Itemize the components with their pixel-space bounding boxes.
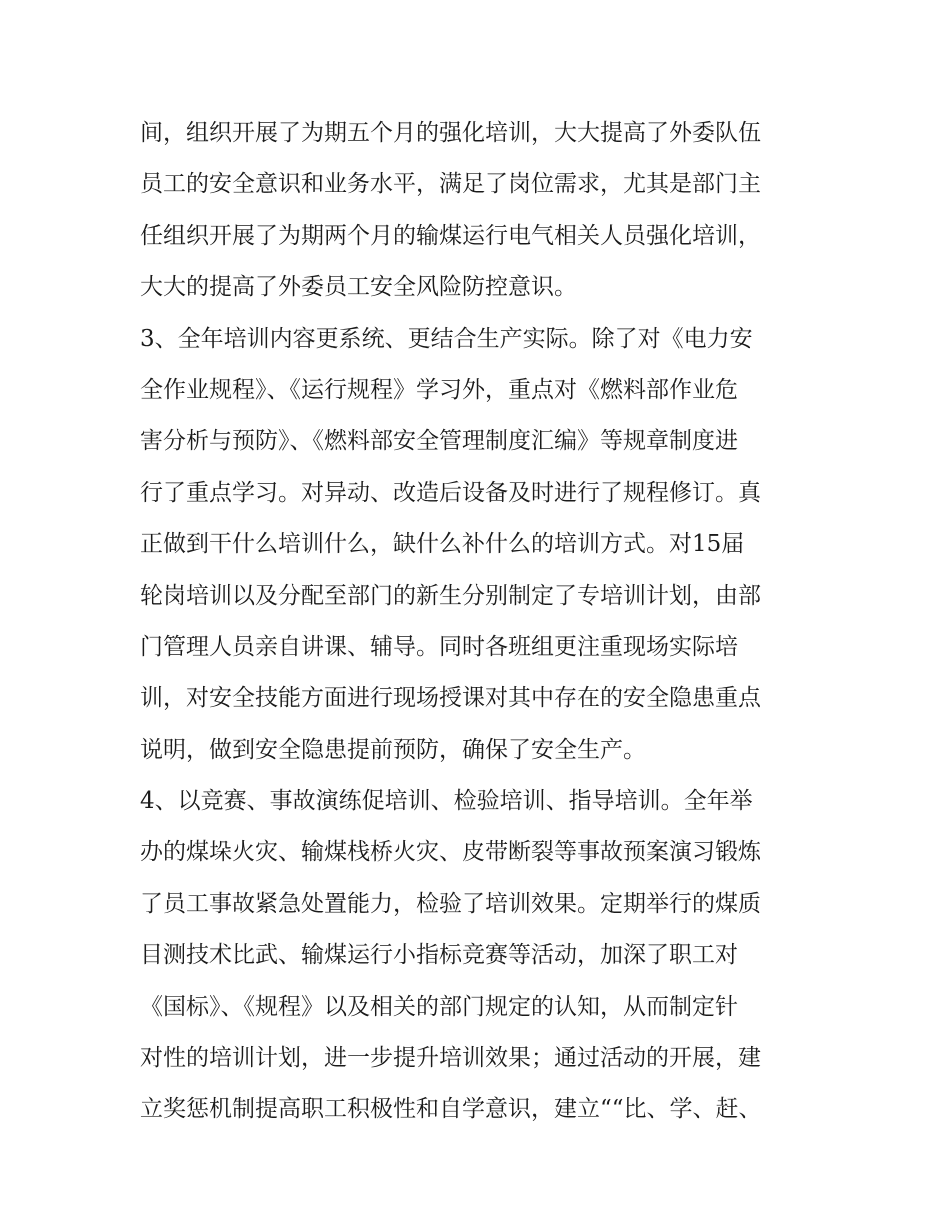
- text-line: 3、全年培训内容更系统、更结合生产实际。除了对《电力安: [140, 325, 753, 352]
- text-line: 了员工事故紧急处置能力，检验了培训效果。定期举行的煤质: [140, 890, 761, 917]
- text-line: 对性的培训计划，进一步提升培训效果；通过活动的开展，建: [140, 1045, 761, 1072]
- text-line: 训，对安全技能方面进行现场授课对其中存在的安全隐患重点: [140, 685, 761, 712]
- text-line: 门管理人员亲自讲课、辅导。同时各班组更注重现场实际培: [140, 633, 738, 660]
- text-line: 办的煤垛火灾、输煤栈桥火灾、皮带断裂等事故预案演习锻炼: [140, 839, 761, 866]
- text-line: 目测技术比武、输煤运行小指标竞赛等活动，加深了职工对: [140, 942, 738, 969]
- text-line: 员工的安全意识和业务水平，满足了岗位需求，尤其是部门主: [140, 171, 761, 198]
- text-line: 全作业规程》、《运行规程》学习外，重点对《燃料部作业危: [140, 376, 738, 403]
- text-line: 4、以竞赛、事故演练促培训、检验培训、指导培训。全年举: [140, 788, 753, 815]
- text-line: 立奖惩机制提高职工积极性和自学意识，建立““比、学、赶、: [140, 1096, 762, 1123]
- text-line: 正做到干什么培训什么，缺什么补什么的培训方式。对15届: [140, 531, 745, 558]
- text-line: 间，组织开展了为期五个月的强化培训，大大提高了外委队伍: [140, 120, 761, 146]
- text-line: 《国标》、《规程》以及相关的部门规定的认知，从而制定针: [140, 993, 738, 1020]
- text-line: 轮岗培训以及分配至部门的新生分别制定了专培训计划，由部: [140, 582, 761, 609]
- text-line: 行了重点学习。对异动、改造后设备及时进行了规程修订。真: [140, 479, 761, 506]
- body-text: [140, 108, 820, 1136]
- text-line: 说明，做到安全隐患提前预防，确保了安全生产。: [140, 736, 646, 763]
- text-line: 大大的提高了外委员工安全风险防控意识。: [140, 274, 577, 301]
- text-line: 害分析与预防》、《燃料部安全管理制度汇编》等规章制度进: [140, 428, 738, 455]
- text-line: 任组织开展了为期两个月的输煤运行电气相关人员强化培训，: [140, 222, 761, 249]
